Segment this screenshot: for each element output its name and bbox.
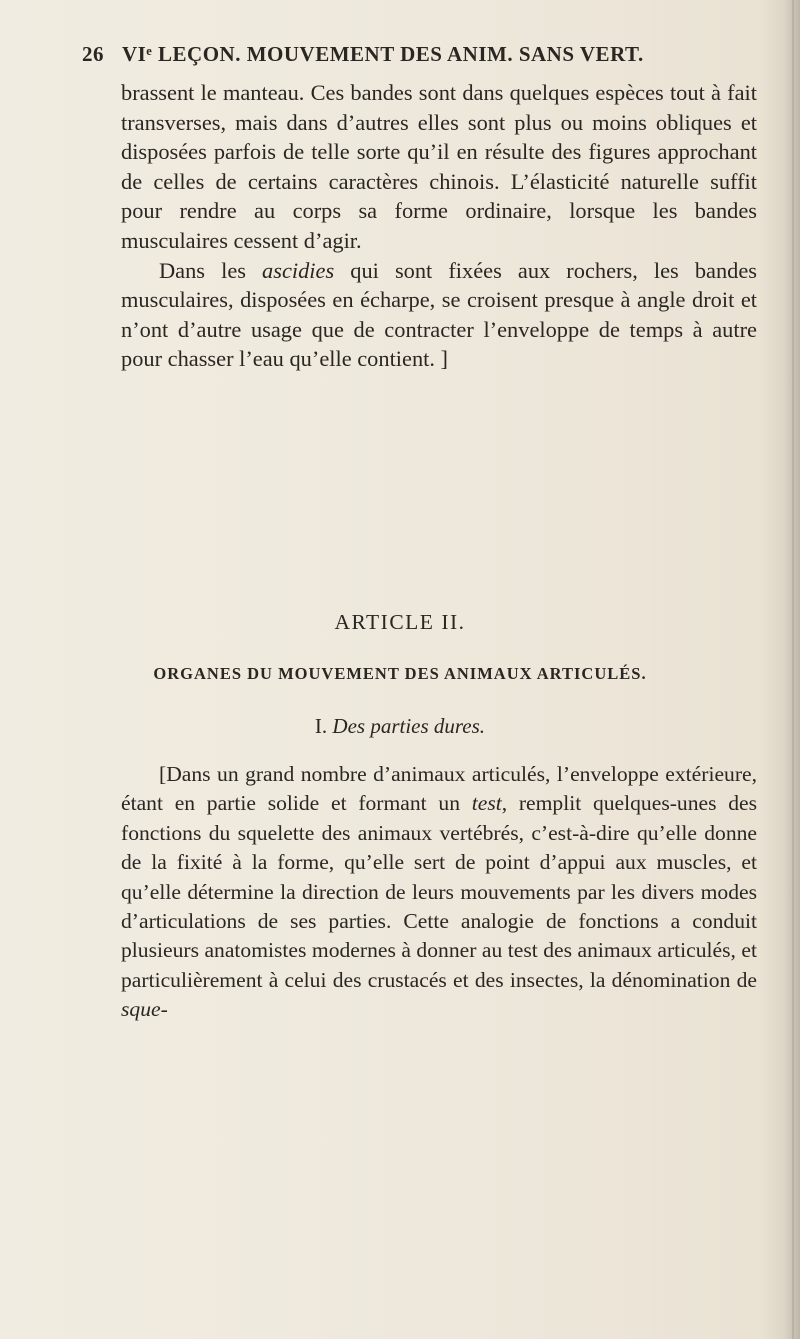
- paragraph-articules: [121, 760, 757, 1025]
- text-block-bottom: [121, 760, 757, 1025]
- paragraph-ascidies: [121, 256, 757, 374]
- term-ascidies: ascidies: [262, 257, 335, 283]
- article-heading: ARTICLE II.: [334, 610, 466, 634]
- text-block-top: [121, 78, 757, 374]
- page-number: 26: [82, 42, 104, 66]
- article-subheading: ORGANES DU MOUVEMENT DES ANIMAUX ARTICULÉS.: [153, 664, 647, 683]
- section-heading: [0, 714, 800, 739]
- term-squelette: sque-: [121, 997, 168, 1022]
- paragraph-articules-part1: [Dans un grand nombre d’animaux articulés, l’enveloppe extérieure, étant en partie solide et formant un: [121, 762, 757, 816]
- term-test: test: [471, 791, 502, 816]
- paragraph-continuation: brassent le manteau. Ces bandes sont dans quelques espèces tout à fait transverses, mais dans d’autres elles sont plus ou moins obliques et disposées parfois de telle sorte qu’il en résulte des figures approchant de celles de certains caractères chinois. L’élasticité naturelle suffit pour rendre au corps sa forme ordinaire, lorsque les bandes musculaires cessent d’agir.: [121, 80, 757, 253]
- paragraph-articules-part2: , remplit quelques-unes des fonctions du squelette des animaux vertébrés, c’est-à-dire qu’elle donne de la fixité à la forme, qu’elle sert de point d’appui aux muscles, et qu’elle détermine la direction de leurs mouvements par les divers modes d’articulations de ses parties. Cette analogie de fonctions a conduit plusieurs anatomistes modernes à donner au test des animaux articulés, et particulièrement à celui des crustacés et des insectes, la dénomination de: [121, 791, 758, 992]
- running-header: [82, 42, 762, 67]
- section-title-text: Des parties dures.: [332, 714, 486, 738]
- paragraph-ascidies-start: Dans les: [159, 257, 263, 283]
- section-number: I.: [314, 714, 328, 738]
- paragraph-ascidies-rest: qui sont fixées aux rochers, les bandes musculaires, disposées en écharpe, se croisent presque à angle droit et n’ont d’autre usage que de contracter l’enveloppe de temps à autre pour chasser l’eau qu’elle contient. ]: [121, 257, 757, 372]
- header-title: VIᵉ LEÇON. MOUVEMENT DES ANIM. SANS VERT.: [122, 42, 644, 66]
